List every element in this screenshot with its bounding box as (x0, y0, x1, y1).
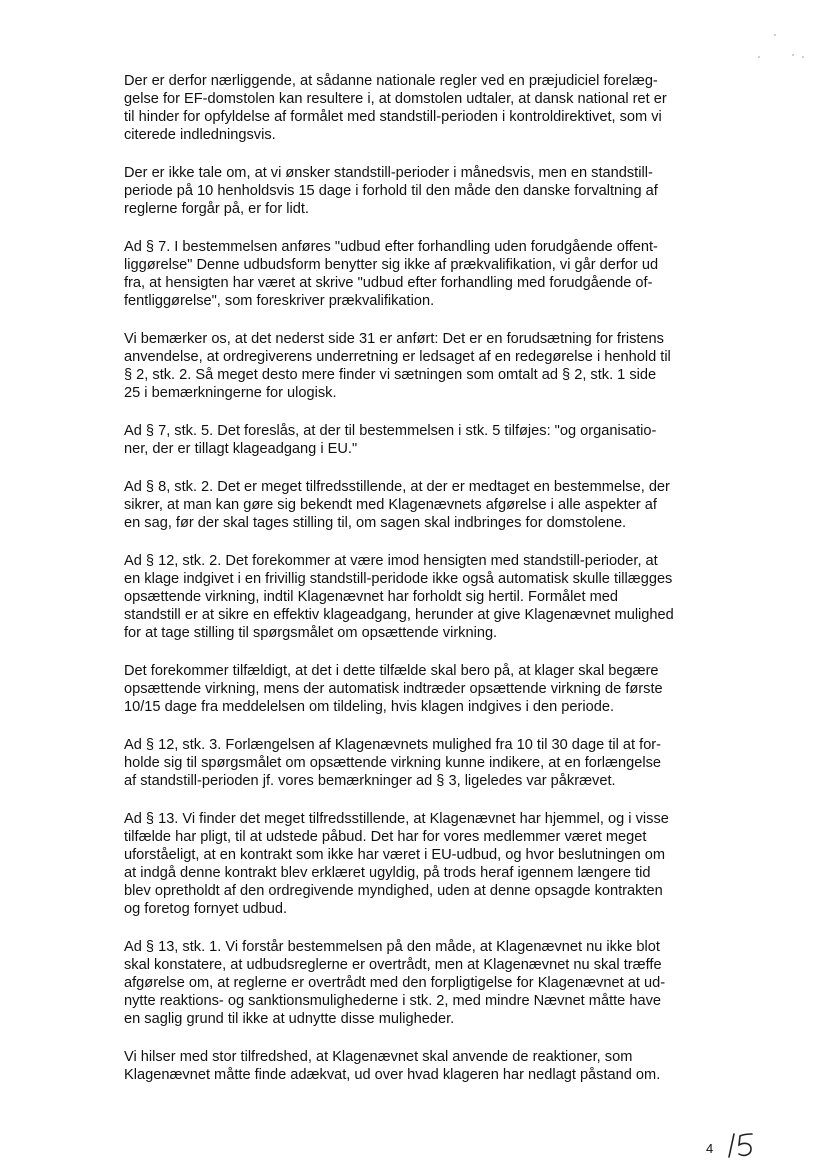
text-line: afgørelse om, at reglerne er overtrådt med den forpligtigelse for Klagenævnet at ud- (124, 975, 666, 991)
document-body (124, 72, 714, 1104)
text-line: Ad § 12, stk. 3. Forlængelsen af Klagenævnets mulighed fra 10 til 30 dage til at for- (124, 737, 662, 753)
text-line: af standstill-perioden jf. vores bemærkninger ad § 3, ligeledes var påkrævet. (124, 773, 616, 789)
text-line: anvendelse, at ordregiverens underretning er ledsaget af en redegørelse i henhold til (124, 349, 671, 365)
text-line: sikrer, at man kan gøre sig bekendt med Klagenævnets afgørelse i alle aspekter af (124, 497, 657, 513)
text-line: en sag, før der skal tages stilling til, om sagen skal indbringes for domstolene. (124, 515, 627, 531)
paragraph (124, 552, 714, 642)
text-line: opsættende virkning, mens der automatisk indtræder opsættende virkning de første (124, 681, 663, 697)
text-line: Det forekommer tilfældigt, at det i dette tilfælde skal bero på, at klager skal begære (124, 663, 659, 679)
text-line: liggørelse" Denne udbudsform benytter sig ikke af prækvalifikation, vi går derfor ud (124, 257, 659, 273)
paragraph (124, 238, 714, 310)
paragraph (124, 736, 714, 790)
text-line: fra, at hensigten har været at skrive "udbud efter forhandling med forudgående of- (124, 275, 653, 291)
paragraph (124, 810, 714, 918)
paragraph (124, 938, 714, 1028)
scan-speck (774, 34, 776, 36)
scan-speck (802, 56, 804, 58)
handwritten-page-mark (726, 1130, 760, 1160)
text-line: at indgå denne kontrakt blev erklæret ugyldig, på trods heraf igennem længere tid (124, 865, 651, 881)
text-line: fentliggørelse", som foreskriver prækvalifikation. (124, 293, 435, 309)
text-line: Ad § 13. Vi finder det meget tilfredsstillende, at Klagenævnet har hjemmel, og i visse (124, 811, 669, 827)
text-line: nytte reaktions- og sanktionsmulighederne i stk. 2, med mindre Nævnet måtte have (124, 993, 661, 1009)
text-line: blev opretholdt af den ordregivende myndighed, uden at denne opsagde kontrakten (124, 883, 663, 899)
paragraph (124, 1048, 714, 1084)
text-line: og foretog fornyet udbud. (124, 901, 288, 917)
text-line: Ad § 7. I bestemmelsen anføres "udbud efter forhandling uden forudgående offent- (124, 239, 658, 255)
text-line: for at tage stilling til spørgsmålet om opsættende virkning. (124, 625, 498, 641)
text-line: en klage indgivet i en frivillig standstill-peridode ikke også automatisk skulle tillægges (124, 571, 673, 587)
paragraph (124, 164, 714, 218)
text-line: § 2, stk. 2. Så meget desto mere finder vi sætningen som omtalt ad § 2, stk. 1 side (124, 367, 657, 383)
text-line: reglerne forgår på, er for lidt. (124, 201, 309, 217)
paragraph (124, 478, 714, 532)
text-line: citerede indledningsvis. (124, 127, 276, 143)
text-line: holde sig til spørgsmålet om opsættende virkning kunne indikere, at en forlængelse (124, 755, 662, 771)
text-line: Ad § 7, stk. 5. Det foreslås, at der til bestemmelsen i stk. 5 tilføjes: "og organisatio- (124, 423, 657, 439)
text-line: 10/15 dage fra meddelelsen om tildeling, hvis klagen indgives i den periode. (124, 699, 615, 715)
text-line: til hinder for opfyldelse af formålet med standstill-perioden i kontroldirektivet, som vi (124, 109, 662, 125)
text-line: standstill er at sikre en effektiv klageadgang, herunder at give Klagenævnet mulighed (124, 607, 674, 623)
paragraph (124, 72, 714, 144)
text-line: uforståeligt, at en kontrakt som ikke har været i EU-udbud, og hvor beslutningen om (124, 847, 666, 863)
text-line: 25 i bemærkningerne for ulogisk. (124, 385, 337, 401)
text-line: Ad § 8, stk. 2. Det er meget tilfredsstillende, at der er medtaget en bestemmelse, der (124, 479, 670, 495)
scan-speck (758, 56, 760, 58)
text-line: Ad § 12, stk. 2. Det forekommer at være imod hensigten med standstill-perioder, at (124, 553, 658, 569)
text-line: gelse for EF-domstolen kan resultere i, at domstolen udtaler, at dansk national ret er (124, 91, 667, 107)
text-line: Der er ikke tale om, at vi ønsker standstill-perioder i månedsvis, men en standstill- (124, 165, 653, 181)
text-line: Der er derfor nærliggende, at sådanne nationale regler ved en præjudiciel forelæg- (124, 73, 658, 89)
text-line: tilfælde har pligt, til at udstede påbud. Det har for vores medlemmer været meget (124, 829, 647, 845)
text-line: Vi bemærker os, at det nederst side 31 er anført: Det er en forudsætning for fristens (124, 331, 664, 347)
text-line: Vi hilser med stor tilfredshed, at Klagenævnet skal anvende de reaktioner, som (124, 1049, 633, 1065)
text-line: opsættende virkning, indtil Klagenævnet har forholdt sig hertil. Formålet med (124, 589, 619, 605)
paragraph (124, 330, 714, 402)
scan-speck (792, 54, 794, 56)
text-line: Ad § 13, stk. 1. Vi forstår bestemmelsen på den måde, at Klagenævnet nu ikke blot (124, 939, 660, 955)
page-number: 4 (706, 1141, 714, 1156)
text-line: en saglig grund til ikke at udnytte disse muligheder. (124, 1011, 455, 1027)
text-line: skal konstatere, at udbudsreglerne er overtrådt, men at Klagenævnet nu skal træffe (124, 957, 662, 973)
text-line: ner, der er tillagt klageadgang i EU." (124, 441, 358, 457)
paragraph (124, 662, 714, 716)
text-line: Klagenævnet måtte finde adækvat, ud over hvad klageren har nedlagt påstand om. (124, 1067, 661, 1083)
paragraph (124, 422, 714, 458)
text-line: periode på 10 henholdsvis 15 dage i forhold til den måde den danske forvaltning af (124, 183, 658, 199)
